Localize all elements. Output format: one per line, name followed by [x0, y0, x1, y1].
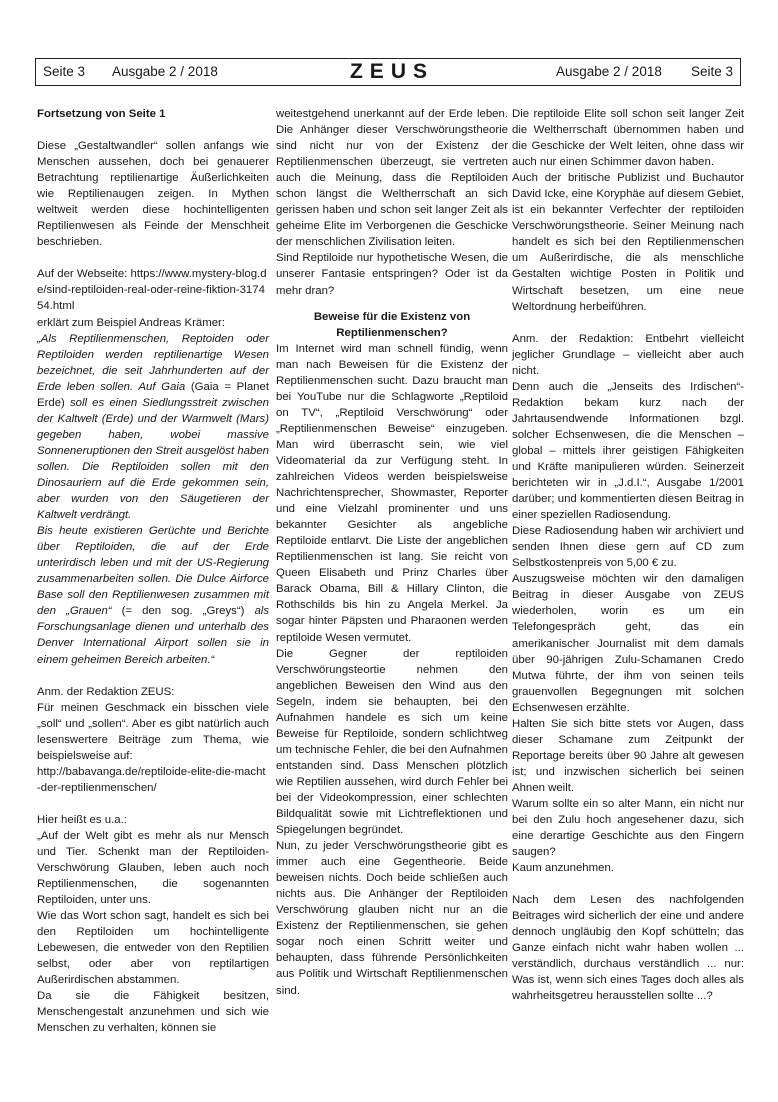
paragraph: Da sie die Fähigkeit besitzen, Menschengestalt anzunehmen und sich wie Menschen zu verhalten, können sie: [37, 990, 269, 1035]
link-text: http://babavanga.de/reptiloide-elite-die-macht-der-reptilienmenschen/: [37, 765, 266, 794]
issue-label-right: Ausgabe 2 / 2018: [556, 64, 662, 79]
paragraph: weitestgehend unerkannt auf der Erde leben. Die Anhänger dieser Verschwörungstheorie sind nicht nur von der Existenz der Reptilienmenschen überzeugt, sie vertreten auch die Meinung, dass die Reptiloiden schon längst die Weltherrschaft an sich gerissen haben und schon seit langer Zeit als geheime Elite im Verborgenen die Geschicke der menschlichen Zivilisation leiten.: [276, 108, 508, 249]
paragraph: Kaum anzunehmen.: [512, 862, 614, 875]
paragraph: Warum sollte ein so alter Mann, ein nicht nur bei den Zulu hoch angesehener dazu, sich eine derartige Geschichte aus den Fingern saugen?: [512, 797, 744, 859]
source-url-paragraph: Auf der Webseite: https://www.mystery-blog.de/sind-reptiloiden-real-oder-reine-fiktion-317454.html: [37, 268, 267, 313]
page-header: [35, 58, 741, 86]
paragraph: Auszugsweise möchten wir den damaligen Beitrag in dieser Ausgabe von ZEUS wiederholen, worin es um ein Telefongespräch geht, das ein amerikanischer Journalist mit dem damals über 90-jährigen Zulu-Schamanen Credo Mutwa führte, der ihm von seinen teils grauenvollen Begegnungen mit solchen Echsenwesen erzählte.: [512, 573, 744, 714]
paragraph: „Auf der Welt gibt es mehr als nur Mensch und Tier. Schenkt man der Reptiloiden-Verschwörung Glauben, leben auch noch Reptilienmenschen, die sogenannten Reptiloiden, unter uns.: [37, 829, 269, 907]
paragraph: Sind Reptiloide nur hypothetische Wesen, die unserer Fantasie entspringen? Oder ist da mehr dran?: [276, 252, 508, 297]
paragraph: erklärt zum Beispiel Andreas Krämer:: [37, 316, 226, 329]
paragraph: Wie das Wort schon sagt, handelt es sich bei den Reptiloiden um hochintelligente Lebewesen, die entweder von den Reptilien selbst, oder aber von reptilartigen Außerirdischen abstammen.: [37, 910, 269, 987]
paragraph: Nun, zu jeder Verschwörungstheorie gibt es immer auch eine Gegentheorie. Beide beweisen nichts. Doch beide schließen auch nichts aus. Die Anhänger der Reptiloiden Verschwörung glauben nicht nur an die Existenz der Reptilienmenschen, sie gehen sogar noch einen Schritt weiter und behaupten, dass führende Persönlichkeiten aus Politik und Wirtschaft Reptilienmenschen sind.: [276, 840, 508, 997]
paragraph: Diese „Gestaltwandler“ sollen anfangs wie Menschen aussehen, doch bei genauerer Betrachtung reptilienartige Äußerlichkeiten wie Reptilienaugen zeigen. In Mythen weltweit werden diese hochintelligenten Reptilienwesen als Feinde der Menschheit beschrieben.: [37, 140, 269, 249]
paragraph: Die Gegner der reptiloiden Verschwörungsteortie nehmen den angeblichen Beweisen den Wind aus den Segeln, indem sie behaupten, bei den Aufnahmen handele es sich um keine Beweise für Reptiloide, sondern schlichtweg um technische Fehler, die bei den Aufnahmen entstanden sind. Dass Menschen plötzlich wie Reptilien aussehen, wird durch Fehler bei bei der Videokompression, einer schlechten Bildqualität sowie mit Lichtreflektionen und Spiegelungen begründet.: [276, 647, 508, 837]
column-middle: [276, 106, 508, 999]
paragraph: Denn auch die „Jenseits des Irdischen“-Redaktion bekam kurz nach der Jahrtausendwende Informationen bzgl. solcher Echsenwesen, die die Menschen – global – mittels ihrer geistigen Fähigkeiten und Kräfte manipulieren würden. Seinerzeit berichteten wir in „J.d.I.“, Ausgabe 1/2001 darüber; und kommentierten diesen Beitrag in einer speziellen Radiosendung.: [512, 380, 744, 522]
paragraph: Im Internet wird man schnell fündig, wenn man nach Beweisen für die Existenz der Reptilienmenschen sucht. Dazu braucht man bei YouTube nur die Schlagworte „Reptiloid on TV“, „Reptiloid Verschwörung“ oder „Reptilienmenschen Beweise“ einzugeben. Man wird überrascht sein, wie viel Videomaterial da zur Verfügung steht. In zahlreichen Videos werden beispielsweise Nachrichtensprecher, Showmaster, Reporter und eine Vielzahl prominenter und uns bekannter Gesichter als angebliche Reptiloide entlarvt. Die Liste der angeblichen Reptilienmenschen ist lang. Sie reicht von Queen Elisabeth und Prinz Charles über Barack Obama, Bill & Hillary Clinton, die Rothschilds bis hin zu Angela Merkel. Ja sogar hinter Päpsten und Pharaonen werden reptiloide Wesen vermutet.: [276, 342, 508, 644]
column-right: [512, 106, 744, 1005]
section-subheading: Beweise für die Existenz von Reptilienmenschen?: [313, 310, 471, 339]
paragraph: Für meinen Geschmack ein bisschen viele „soll“ und „sollen“. Aber es gibt natürlich auch lesenswertere Beiträge zum Thema, wie beispielsweise auf:: [37, 701, 269, 762]
page-number-right: Seite 3: [691, 64, 734, 79]
magazine-title: ZEUS: [349, 60, 434, 83]
paragraph: Anm. der Redaktion: Entbehrt vielleicht jeglicher Grundlage – vielleicht aber auch nicht.: [512, 332, 744, 377]
paragraph: Nach dem Lesen des nachfolgenden Beitrages wird sicherlich der eine und andere dennoch ungläubig den Kopf schütteln; das Ganze einfach nicht wahr haben wollen ... verständlich, durchaus verständlich ... nur: Was ist, wenn sich eines Tages doch alles als wahrheitsgetreu herausstellen sollte ...?: [512, 894, 744, 1003]
editor-note-heading: Anm. der Redaktion ZEUS:: [37, 685, 175, 698]
paragraph: Auch der britische Publizist und Buchautor David Icke, eine Koryphäe auf diesem Gebiet, ist ein bekannter Verfechter der reptiloiden Verschwörungstheorie. Seiner Meinung nach handelt es sich bei den Reptilienmenschen um Außerirdische, die als menschliche Gestalten wichtige Posten in Politik und Wirtschaft besetzen, um eine neue Weltordnung herbeiführen.: [512, 172, 744, 313]
paragraph: Die reptiloide Elite soll schon seit langer Zeit die Weltherrschaft übernommen haben und die Geschicke der Welt leiten, ohne dass wir auch nur einen Schimmer davon haben.: [512, 108, 744, 169]
continuation-heading: Fortsetzung von Seite 1: [37, 108, 166, 120]
quote-paragraph: Bis heute existieren Gerüchte und Berichte über Reptiloiden, die auf der Erde unterirdisch leben und mit der US-Regierung zusammenarbeiten sollen. Die Dulce Airforce Base soll den Reptilienwesen zusammen mit den „Grauen“ (= den sog. „Greys“) als Forschungsanlage dienen und unterhalb des Denver International Airport sollen sie in einem geheimen Bereich arbeiten.“: [37, 525, 270, 666]
paragraph: Diese Radiosendung haben wir archiviert und senden Ihnen diese gern auf CD zum Selbstkostenpreis von 5,00 € zu.: [512, 525, 744, 570]
page-number-left: Seite 3: [43, 64, 86, 79]
paragraph: Halten Sie sich bitte stets vor Augen, dass dieser Schamane zum Zeitpunkt der Reportage bereits über 90 Jahre alt gewesen ist; und inzwischen sicherlich bei seinen Ahnen weilt.: [512, 717, 744, 794]
quote-paragraph: „Als Reptilienmenschen, Reptoiden oder Reptiloiden werden reptilienartige Wesen bezeichnet, die seit Jahrhunderten auf der Erde leben sollen. Auf Gaia (Gaia = Planet Erde) soll es einen Siedlungsstreit zwischen der Kaltwelt (Erde) und der Warmwelt (Mars) gegeben haben, wobei massive Sonneneruptionen den Streit ausgelöst haben sollen. Die Reptiloiden sollen mit den Dinosauriern auf die Erde gekommen sein, aber wurden von den Säugetieren der Kaltwelt verdrängt.: [37, 332, 269, 522]
column-left: [37, 106, 269, 1037]
paragraph: Hier heißt es u.a.:: [37, 813, 127, 826]
issue-label-left: Ausgabe 2 / 2018: [112, 64, 218, 79]
